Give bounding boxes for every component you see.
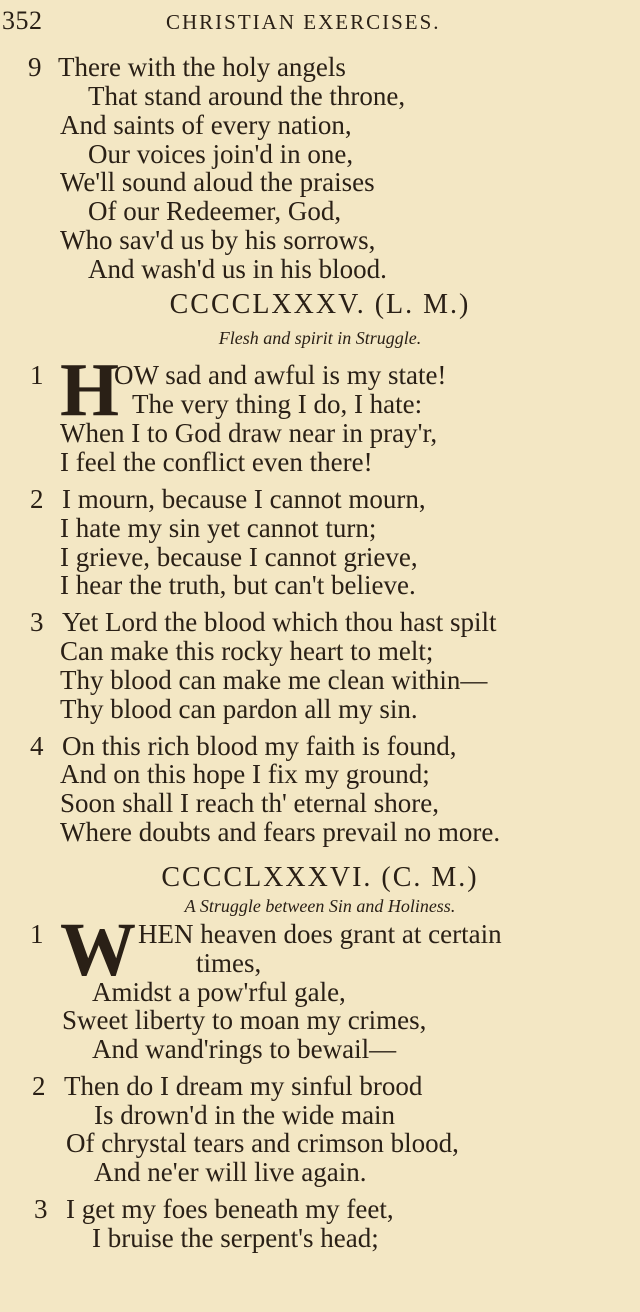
- verse-line: OW sad and awful is my state!: [114, 360, 447, 390]
- verse-number: 3: [34, 1194, 48, 1224]
- verse-line: Where doubts and fears prevail no more.: [60, 817, 501, 847]
- verse-line: I hate my sin yet cannot turn;: [60, 513, 377, 543]
- verse-number: 3: [30, 607, 44, 637]
- verse-line: The very thing I do, I hate:: [132, 389, 423, 419]
- hymn-subtitle: Flesh and spirit in Struggle.: [218, 328, 422, 348]
- verse-line: Can make this rocky heart to melt;: [60, 636, 434, 666]
- verse-line: Thy blood can pardon all my sin.: [60, 694, 418, 724]
- drop-cap: H: [60, 348, 120, 432]
- verse-line: I hear the truth, but can't believe.: [60, 570, 416, 600]
- verse-line: And wand'rings to bewail—: [92, 1034, 397, 1064]
- verse-line: And ne'er will live again.: [94, 1157, 367, 1187]
- hymn-subtitle: A Struggle between Sin and Holiness.: [184, 896, 456, 916]
- verse-line: I bruise the serpent's head;: [92, 1223, 379, 1253]
- verse-number: 1: [30, 919, 44, 949]
- verse-line: And wash'd us in his blood.: [88, 254, 387, 284]
- verse-line: Of chrystal tears and crimson blood,: [66, 1128, 459, 1158]
- verse-line: I get my foes beneath my feet,: [66, 1194, 394, 1224]
- verse-number: 2: [32, 1071, 46, 1101]
- verse-line: We'll sound aloud the praises: [60, 167, 375, 197]
- verse-line: Soon shall I reach th' eternal shore,: [60, 788, 439, 818]
- verse-line: Sweet liberty to moan my crimes,: [62, 1005, 427, 1035]
- verse-line: Then do I dream my sinful brood: [64, 1071, 423, 1101]
- verse-line: Who sav'd us by his sorrows,: [60, 225, 376, 255]
- verse-line: There with the holy angels: [58, 52, 346, 82]
- verse-line: Is drown'd in the wide main: [94, 1100, 396, 1130]
- verse-number: 9: [28, 52, 42, 82]
- verse-line: Of our Redeemer, God,: [88, 196, 342, 226]
- hymn-title: CCCCLXXXVI. (C. M.): [161, 862, 479, 893]
- verse-line: When I to God draw near in pray'r,: [60, 418, 438, 448]
- verse-line: times,: [196, 948, 262, 978]
- verse-line: That stand around the throne,: [88, 81, 406, 111]
- verse-line: I mourn, because I cannot mourn,: [62, 484, 426, 514]
- verse-number: 1: [30, 360, 44, 390]
- verse-number: 2: [30, 484, 44, 514]
- verse-line: Our voices join'd in one,: [88, 139, 354, 169]
- page-header: [0, 6, 640, 36]
- running-head: CHRISTIAN EXERCISES.: [166, 10, 441, 34]
- verse-line: Thy blood can make me clean within—: [60, 665, 488, 695]
- hymn-title: CCCCLXXXV. (L. M.): [169, 289, 471, 320]
- verse-line: Yet Lord the blood which thou hast spilt: [62, 607, 497, 637]
- verse-line: I feel the conflict even there!: [60, 447, 373, 477]
- drop-cap: W: [60, 908, 136, 992]
- verse-line: On this rich blood my faith is found,: [62, 731, 457, 761]
- verse-line: I grieve, because I cannot grieve,: [60, 542, 418, 572]
- verse-line: And saints of every nation,: [60, 110, 352, 140]
- verse-number: 4: [30, 731, 44, 761]
- verse-line: HEN heaven does grant at certain: [138, 919, 502, 949]
- page-number: 352: [2, 6, 43, 35]
- verse-line: Amidst a pow'rful gale,: [92, 977, 346, 1007]
- verse-line: And on this hope I fix my ground;: [60, 759, 430, 789]
